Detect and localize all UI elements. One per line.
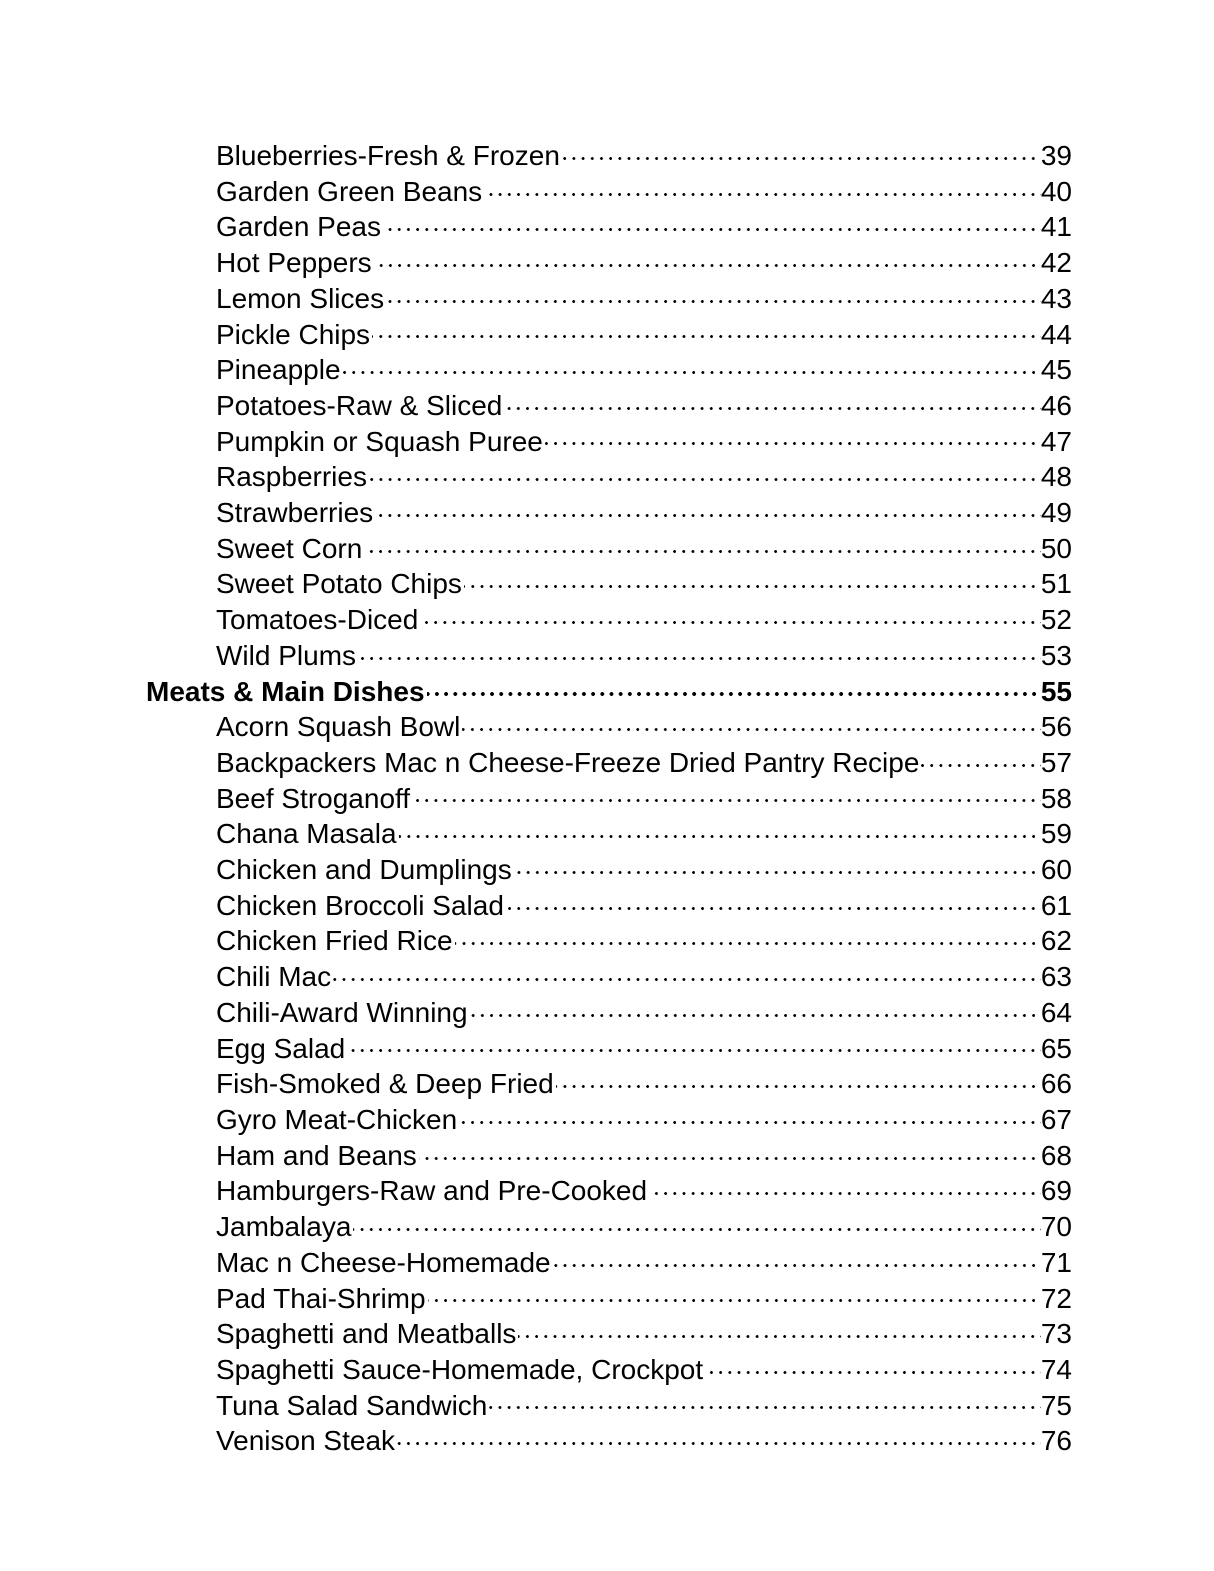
toc-entry[interactable] — [146, 1101, 1072, 1137]
dot-leader — [459, 1101, 1041, 1129]
dot-leader — [462, 708, 1040, 736]
toc-entry-page-number: 41 — [1040, 211, 1072, 243]
toc-entry[interactable] — [146, 494, 1072, 530]
toc-entry-page-number: 65 — [1040, 1032, 1072, 1064]
toc-entry[interactable] — [146, 244, 1072, 280]
toc-entry-page-number: 47 — [1040, 425, 1072, 457]
toc-entry-page-number: 56 — [1040, 711, 1072, 743]
toc-entry-title: Sweet Potato Chips — [216, 568, 462, 600]
toc-entry-title: Chicken Broccoli Salad — [216, 889, 504, 921]
toc-entry-title: Backpackers Mac n Cheese-Freeze Dried Pantry Recipe — [216, 746, 920, 778]
toc-entry-page-number: 76 — [1040, 1425, 1072, 1457]
dot-leader — [364, 530, 1041, 558]
toc-entry-title: Garden Green Beans — [216, 175, 483, 207]
toc-entry-title: Wild Plums — [216, 639, 357, 671]
toc-entry-page-number: 59 — [1040, 818, 1072, 850]
toc-entry-title: Garden Peas — [216, 211, 381, 243]
toc-entry-title: Tomatoes-Diced — [216, 604, 419, 636]
toc-entry[interactable] — [146, 137, 1072, 173]
toc-entry[interactable] — [146, 1315, 1072, 1351]
table-of-contents — [146, 137, 1072, 1458]
dot-leader — [504, 387, 1040, 415]
toc-entry-page-number: 42 — [1040, 247, 1072, 279]
toc-entry-page-number: 39 — [1040, 140, 1072, 171]
toc-entry[interactable] — [146, 1351, 1072, 1387]
toc-entry[interactable] — [146, 1172, 1072, 1208]
dot-leader — [921, 744, 1040, 772]
toc-entry-title: Gyro Meat-Chicken — [216, 1103, 458, 1135]
dot-leader — [358, 637, 1041, 665]
dot-leader — [375, 494, 1041, 522]
dot-leader — [369, 458, 1041, 486]
toc-entry-page-number: 43 — [1040, 282, 1072, 314]
toc-entry-page-number: 58 — [1040, 782, 1072, 814]
dot-leader — [484, 173, 1041, 201]
toc-entry-title: Meats & Main Dishes — [146, 675, 425, 707]
toc-entry-page-number: 71 — [1040, 1246, 1072, 1278]
toc-entry-page-number: 75 — [1040, 1389, 1072, 1421]
toc-entry-page-number: 61 — [1040, 889, 1072, 921]
toc-entry-page-number: 60 — [1040, 854, 1072, 886]
toc-entry[interactable] — [146, 387, 1072, 423]
dot-leader — [518, 1315, 1040, 1343]
toc-entry[interactable] — [146, 601, 1072, 637]
toc-entry[interactable] — [146, 1030, 1072, 1066]
toc-entry-title: Jambalaya — [216, 1211, 352, 1243]
toc-entry[interactable] — [146, 173, 1072, 209]
toc-entry-page-number: 64 — [1040, 996, 1072, 1028]
toc-entry-title: Hamburgers-Raw and Pre-Cooked — [216, 1175, 648, 1207]
toc-entry-title: Chana Masala — [216, 818, 397, 850]
toc-entry[interactable] — [146, 958, 1072, 994]
toc-entry-title: Lemon Slices — [216, 282, 385, 314]
toc-entry-page-number: 73 — [1040, 1318, 1072, 1350]
toc-entry-page-number: 74 — [1040, 1353, 1072, 1385]
toc-entry[interactable] — [146, 280, 1072, 316]
dot-leader — [386, 280, 1041, 308]
dot-leader — [427, 673, 1041, 701]
toc-entry[interactable] — [146, 637, 1072, 673]
dot-leader — [649, 1172, 1041, 1200]
dot-leader — [455, 922, 1041, 950]
toc-entry-title: Egg Salad — [216, 1032, 346, 1064]
toc-entry-page-number: 49 — [1040, 497, 1072, 529]
toc-entry[interactable] — [146, 1280, 1072, 1316]
toc-entry-page-number: 44 — [1040, 318, 1072, 350]
toc-entry-title: Raspberries — [216, 461, 367, 493]
toc-entry-title: Chili-Award Winning — [216, 996, 468, 1028]
toc-entry-title: Spaghetti and Meatballs — [216, 1318, 517, 1350]
toc-entry-page-number: 53 — [1040, 639, 1072, 671]
toc-entry-title: Venison Steak — [216, 1425, 396, 1457]
toc-entry-page-number: 70 — [1040, 1211, 1072, 1243]
toc-entry-title: Sweet Corn — [216, 532, 363, 564]
dot-leader — [420, 601, 1041, 629]
toc-entry-title: Chicken Fried Rice — [216, 925, 453, 957]
toc-entry-page-number: 62 — [1040, 925, 1072, 957]
dot-leader — [562, 137, 1041, 165]
dot-leader — [489, 1387, 1040, 1415]
dot-leader — [545, 423, 1041, 451]
toc-entry[interactable] — [146, 423, 1072, 459]
dot-leader — [470, 994, 1041, 1022]
toc-entry[interactable] — [146, 887, 1072, 923]
toc-entry[interactable] — [146, 351, 1072, 387]
toc-entry-title: Hot Peppers — [216, 247, 372, 279]
dot-leader — [397, 1422, 1041, 1450]
toc-entry[interactable] — [146, 1244, 1072, 1280]
toc-entry[interactable] — [146, 316, 1072, 352]
dot-leader — [419, 1137, 1041, 1165]
dot-leader — [333, 958, 1041, 986]
toc-entry[interactable] — [146, 851, 1072, 887]
toc-entry-page-number: 69 — [1040, 1175, 1072, 1207]
toc-entry-title: Beef Stroganoff — [216, 782, 411, 814]
toc-entry[interactable] — [146, 565, 1072, 601]
toc-entry-title: Pad Thai-Shrimp — [216, 1282, 426, 1314]
toc-entry-page-number: 45 — [1040, 354, 1072, 386]
toc-entry-title: Spaghetti Sauce-Homemade, Crockpot — [216, 1353, 704, 1385]
toc-entry-title: Tuna Salad Sandwich — [216, 1389, 488, 1421]
toc-entry-page-number: 50 — [1040, 532, 1072, 564]
dot-leader — [412, 780, 1041, 808]
toc-entry-page-number: 51 — [1040, 568, 1072, 600]
toc-entry-title: Blueberries-Fresh & Frozen — [216, 140, 560, 171]
toc-entry-page-number: 67 — [1040, 1103, 1072, 1135]
toc-entry[interactable] — [146, 780, 1072, 816]
toc-entry-title: Pickle Chips — [216, 318, 371, 350]
toc-entry[interactable] — [146, 1387, 1072, 1423]
toc-entry-page-number: 72 — [1040, 1282, 1072, 1314]
toc-entry[interactable] — [146, 458, 1072, 494]
dot-leader — [464, 565, 1041, 593]
toc-entry[interactable] — [146, 530, 1072, 566]
dot-leader — [383, 208, 1041, 236]
dot-leader — [372, 316, 1041, 344]
dot-leader — [347, 1030, 1041, 1058]
toc-entry-title: Ham and Beans — [216, 1139, 417, 1171]
toc-entry[interactable] — [146, 208, 1072, 244]
toc-entry[interactable] — [146, 1422, 1072, 1458]
toc-entry-page-number: 66 — [1040, 1068, 1072, 1100]
dot-leader — [553, 1244, 1041, 1272]
toc-entry[interactable] — [146, 1208, 1072, 1244]
dot-leader — [428, 1280, 1041, 1308]
dot-leader — [705, 1351, 1041, 1379]
dot-leader — [514, 851, 1041, 879]
toc-entry[interactable] — [146, 815, 1072, 851]
toc-section-heading[interactable] — [146, 673, 1072, 709]
dot-leader — [399, 815, 1041, 843]
toc-entry[interactable] — [146, 1065, 1072, 1101]
toc-entry-title: Chicken and Dumplings — [216, 854, 512, 886]
toc-entry-page-number: 48 — [1040, 461, 1072, 493]
toc-entry-page-number: 63 — [1040, 961, 1072, 993]
toc-entry-page-number: 57 — [1040, 746, 1072, 778]
toc-entry-title: Chili Mac — [216, 961, 332, 993]
dot-leader — [374, 244, 1041, 272]
toc-entry-page-number: 55 — [1040, 675, 1072, 707]
toc-entry-title: Fish-Smoked & Deep Fried — [216, 1068, 554, 1100]
toc-entry-title: Pumpkin or Squash Puree — [216, 425, 543, 457]
dot-leader — [556, 1065, 1041, 1093]
toc-entry[interactable] — [146, 708, 1072, 744]
dot-leader — [353, 1208, 1040, 1236]
toc-entry[interactable] — [146, 1137, 1072, 1173]
toc-entry-title: Mac n Cheese-Homemade — [216, 1246, 551, 1278]
toc-entry-page-number: 46 — [1040, 389, 1072, 421]
toc-entry[interactable] — [146, 994, 1072, 1030]
dot-leader — [506, 887, 1041, 915]
toc-entry[interactable] — [146, 744, 1072, 780]
toc-entry-page-number: 68 — [1040, 1139, 1072, 1171]
toc-entry-title: Potatoes-Raw & Sliced — [216, 389, 503, 421]
toc-entry-title: Strawberries — [216, 497, 374, 529]
toc-entry-page-number: 40 — [1040, 175, 1072, 207]
dot-leader — [343, 351, 1041, 379]
toc-entry-title: Pineapple — [216, 354, 341, 386]
toc-entry[interactable] — [146, 922, 1072, 958]
toc-entry-title: Acorn Squash Bowl — [216, 711, 461, 743]
toc-entry-page-number: 52 — [1040, 604, 1072, 636]
